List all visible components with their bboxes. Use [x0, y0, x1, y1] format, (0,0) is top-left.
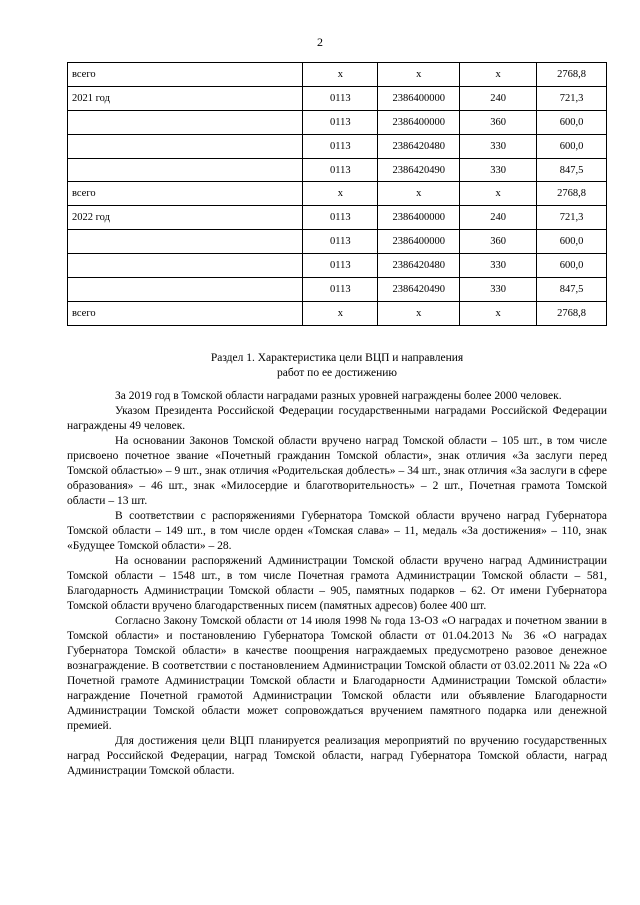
table-cell: [68, 158, 303, 182]
table-cell: 0113: [303, 158, 378, 182]
table-cell: 0113: [303, 86, 378, 110]
table-cell: 2386400000: [378, 230, 460, 254]
table-cell: 600,0: [537, 110, 607, 134]
table-cell: 2386420480: [378, 254, 460, 278]
table-row: [68, 158, 607, 182]
table-cell: 330: [460, 134, 537, 158]
table-cell: 2386420480: [378, 134, 460, 158]
budget-table: [67, 62, 607, 326]
table-cell: 2021 год: [68, 86, 303, 110]
table-cell: [68, 254, 303, 278]
table-cell: 2386400000: [378, 206, 460, 230]
table-cell: 2386400000: [378, 86, 460, 110]
table-cell: всего: [68, 301, 303, 325]
table-cell: 600,0: [537, 254, 607, 278]
table-cell: 360: [460, 110, 537, 134]
table-row: [68, 206, 607, 230]
paragraph: Для достижения цели ВЦП планируется реализация мероприятий по вручению государственных наград Российской Федерации, наград Томской области, наград Губернатора Томской области, наград Администрации Томской области.: [67, 735, 607, 777]
table-cell: [68, 110, 303, 134]
section-heading-line-1: Раздел 1. Характеристика цели ВЦП и направления: [210, 352, 464, 364]
table-cell: х: [460, 63, 537, 87]
table-cell: 2768,8: [537, 63, 607, 87]
table-cell: 2386420490: [378, 278, 460, 302]
table-cell: 360: [460, 230, 537, 254]
page-number: 2: [317, 35, 323, 49]
table-row: [68, 254, 607, 278]
table-cell: 330: [460, 158, 537, 182]
table-cell: 600,0: [537, 230, 607, 254]
table-cell: х: [303, 301, 378, 325]
table-cell: 2768,8: [537, 182, 607, 206]
table-row: [68, 63, 607, 87]
table-cell: 2768,8: [537, 301, 607, 325]
table-cell: х: [460, 301, 537, 325]
table-cell: [68, 230, 303, 254]
table-row: [68, 278, 607, 302]
table-cell: 600,0: [537, 134, 607, 158]
table-row: [68, 230, 607, 254]
table-cell: [68, 134, 303, 158]
paragraph: На основании Законов Томской области вручено наград Томской области – 105 шт., в том числе присвоено почетное звание «Почетный гражданин Томской области», знак отличия «За заслуги перед Томской областью» – 9 шт., знак отличия «Родительская доблесть» – 34 шт., знак отличия «За заслуги в сфере образования» – 46 шт., знак «Милосердие и благотворительность» – 2 шт., Почетная грамота Томской области – 13 шт.: [67, 435, 607, 507]
table-row: [68, 182, 607, 206]
table-cell: х: [460, 182, 537, 206]
table-cell: х: [378, 63, 460, 87]
section-body: [67, 389, 607, 779]
table-cell: 330: [460, 278, 537, 302]
table-row: [68, 110, 607, 134]
table-cell: 0113: [303, 206, 378, 230]
table-cell: всего: [68, 63, 303, 87]
table-cell: х: [378, 182, 460, 206]
section-heading: [67, 351, 607, 381]
table-cell: х: [378, 301, 460, 325]
table-cell: 2386400000: [378, 110, 460, 134]
paragraph: Согласно Закону Томской области от 14 июля 1998 № года 13-ОЗ «О наградах и почетном звании в Томской области» и постановлению Губернатора Томской области от 01.04.2013 № 36 «О наградах Губернатора Томской области» в качестве поощрения награждаемых предусмотрено разовое денежное вознаграждение. В соответствии с постановлением Администрации Томской области от 03.02.2011 № 22а «О Почетной грамоте Администрации Томской области и Благодарности Администрации Томской области» награждение Почетной грамотой Администрации Томской области или объявление Благодарности Администрации Томской области может сопровождаться вручением памятного подарка или денежной премией.: [67, 615, 607, 732]
table-cell: 330: [460, 254, 537, 278]
table-cell: х: [303, 63, 378, 87]
table-cell: 2022 год: [68, 206, 303, 230]
table-cell: 0113: [303, 110, 378, 134]
budget-table-body: [68, 63, 607, 326]
table-cell: 721,3: [537, 86, 607, 110]
table-cell: 2386420490: [378, 158, 460, 182]
paragraph: На основании распоряжений Администрации Томской области вручено наград Администрации Томской области – 1548 шт., в том числе Почетная грамота Администрации Томской области – 581, Благодарность Администрации Томской области – 905, памятных подарков – 62. От имени Губернатора Томской области вручено благодарственных писем (памятных адресов) более 400 шт.: [67, 555, 607, 612]
table-cell: 0113: [303, 278, 378, 302]
paragraph: В соответствии с распоряжениями Губернатора Томской области вручено наград Губернатора Томской области – 149 шт., в том числе орден «Томская слава» – 11, медаль «За достижения» – 110, знак «Будущее Томской области» – 28.: [67, 510, 607, 552]
section-heading-line-2: работ по ее достижению: [276, 367, 398, 379]
table-cell: 847,5: [537, 278, 607, 302]
table-cell: 0113: [303, 254, 378, 278]
table-cell: 721,3: [537, 206, 607, 230]
table-cell: 240: [460, 206, 537, 230]
paragraph: За 2019 год в Томской области наградами разных уровней награждены более 2000 человек.: [115, 390, 562, 402]
table-cell: 240: [460, 86, 537, 110]
table-cell: [68, 278, 303, 302]
table-cell: 0113: [303, 230, 378, 254]
table-row: [68, 86, 607, 110]
paragraph: Указом Президента Российской Федерации государственными наградами Российской Федерации награждены 49 человек.: [67, 405, 607, 432]
table-cell: 847,5: [537, 158, 607, 182]
table-cell: 0113: [303, 134, 378, 158]
table-row: [68, 134, 607, 158]
table-cell: х: [303, 182, 378, 206]
table-cell: всего: [68, 182, 303, 206]
table-row: [68, 301, 607, 325]
